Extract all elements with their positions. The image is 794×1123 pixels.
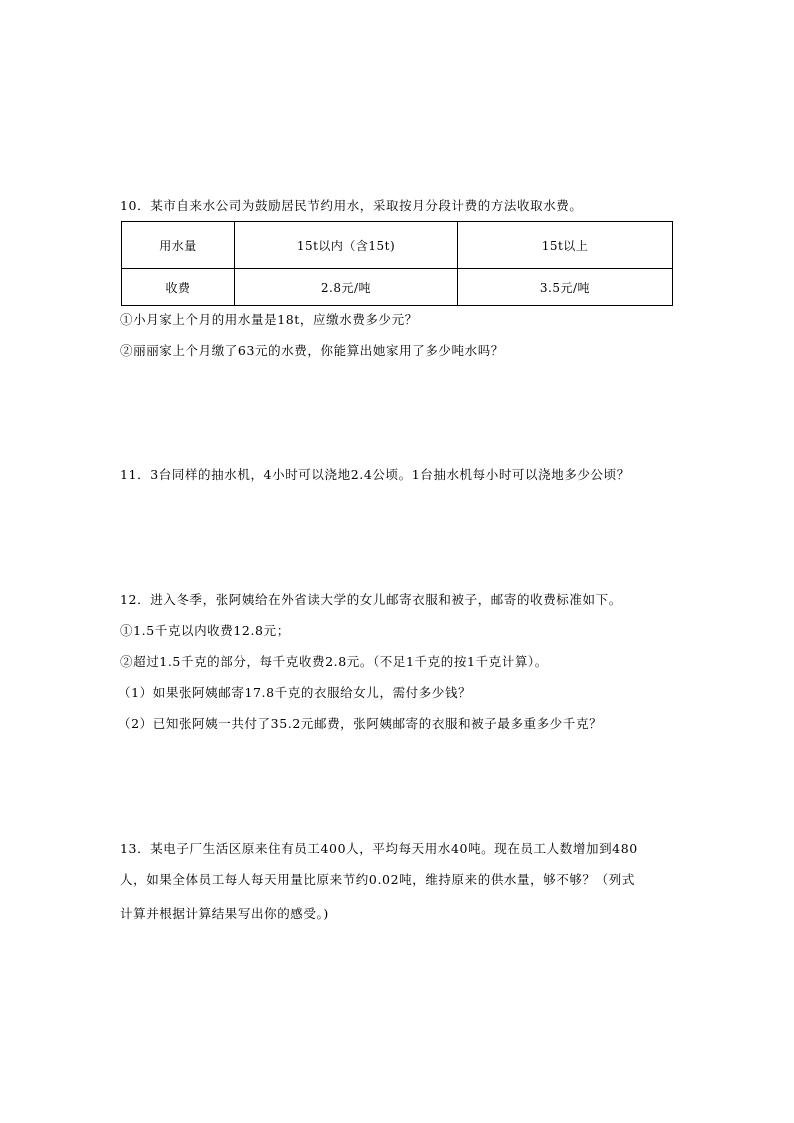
- q13-line3: 计算并根据计算结果写出你的感受。): [120, 906, 329, 921]
- table-cell: 15t以内（含15t): [235, 222, 458, 269]
- table-cell: 3.5元/吨: [458, 269, 673, 306]
- q12-rule2: ②超过1.5千克的部分，每千克收费2.8元。（不足1千克的按1千克计算）。: [120, 654, 548, 669]
- table-cell: 用水量: [122, 222, 235, 269]
- q13-line2: 人，如果全体员工每人每天用量比原来节约0.02吨，维持原来的供水量，够不够？（列式: [120, 872, 635, 887]
- q10-part1: ①小月家上个月的用水量是18t，应缴水费多少元？: [120, 312, 418, 327]
- table-row: [122, 222, 673, 269]
- fee-table: [121, 221, 673, 306]
- q12-part1: （1）如果张阿姨邮寄17.8千克的衣服给女儿，需付多少钱？: [118, 685, 472, 700]
- q12-rule1: ①1.5千克以内收费12.8元；: [120, 623, 290, 638]
- q12-part2: （2）已知张阿姨一共付了35.2元邮费，张阿姨邮寄的衣服和被子最多重多少千克？: [118, 716, 603, 731]
- q10-stem: 10．某市自来水公司为鼓励居民节约用水，采取按月分段计费的方法收取水费。: [120, 198, 583, 213]
- q11-stem: 11．3台同样的抽水机，4小时可以浇地2.4公顷。1台抽水机每小时可以浇地多少公顷？: [120, 467, 630, 482]
- table-cell: 收费: [122, 269, 235, 306]
- q10-part2: ②丽丽家上个月缴了63元的水费，你能算出她家用了多少吨水吗？: [120, 343, 504, 358]
- table-row: [122, 269, 673, 306]
- q12-stem: 12．进入冬季，张阿姨给在外省读大学的女儿邮寄衣服和被子，邮寄的收费标准如下。: [120, 592, 622, 607]
- table-cell: 15t以上: [458, 222, 673, 269]
- q13-line1: 13．某电子厂生活区原来住有员工400人，平均每天用水40吨。现在员工人数增加到480: [120, 841, 638, 856]
- table-cell: 2.8元/吨: [235, 269, 458, 306]
